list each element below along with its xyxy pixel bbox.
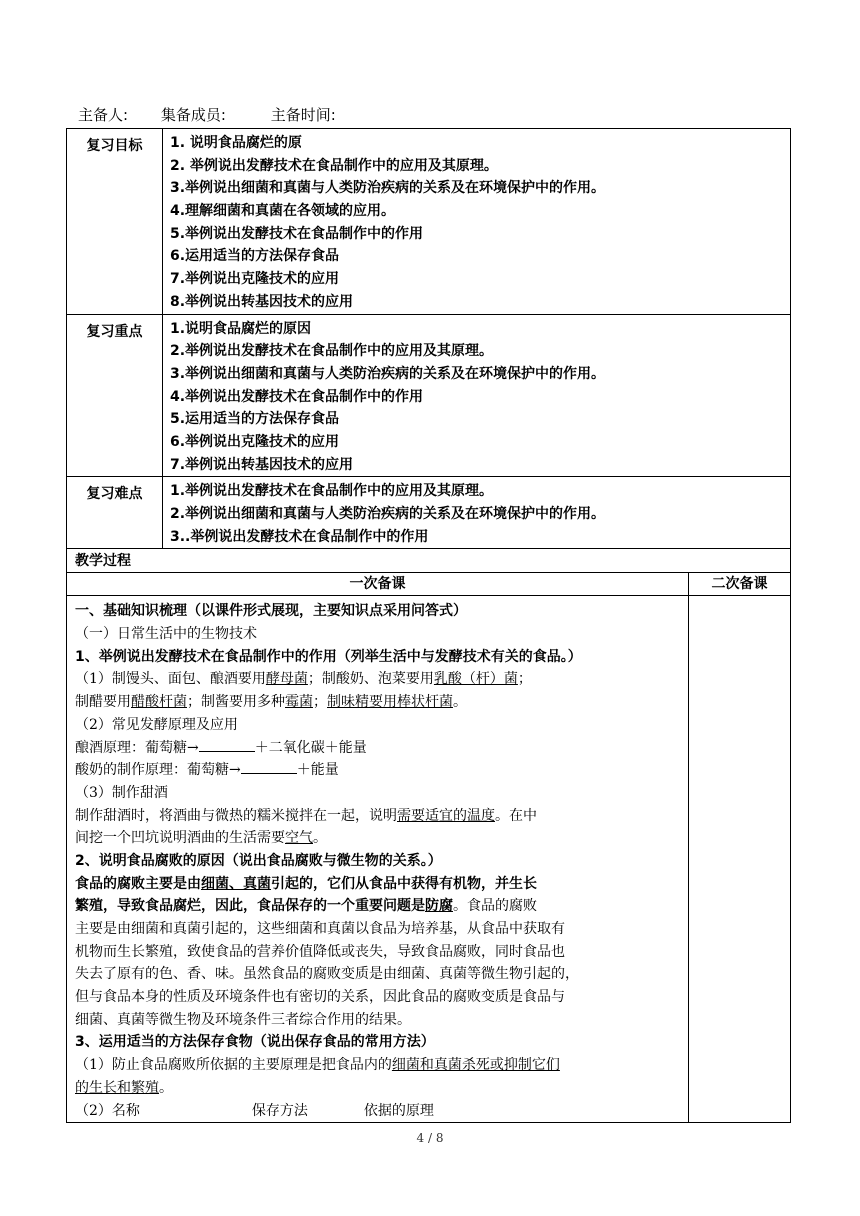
text-span: 。在中: [495, 807, 537, 824]
text-span: ；: [517, 671, 532, 688]
answer-mold: 霉菌: [285, 694, 313, 711]
key-point-item: 3.举例说出细菌和真菌与人类防治疾病的关系及在环境保护中的作用。: [170, 365, 606, 382]
key-point-item: 1.说明食品腐烂的原因: [170, 320, 312, 337]
answer-corynebacterium: 制味精要用棒状杆菌: [327, 694, 453, 711]
key-point-item: 2.举例说出发酵技术在食品制作中的应用及其原理。: [170, 343, 494, 360]
text-span: ；制酸奶、泡菜要用: [307, 671, 434, 688]
goals-label: 复习目标: [67, 129, 163, 315]
lesson-plan-table: [66, 128, 791, 1123]
key-point-item: 5.运用适当的方法保存食品: [170, 411, 340, 428]
answer-preservation: 防腐: [425, 898, 453, 915]
difficulty-item: 3..举例说出发酵技术在食品制作中的作用: [170, 528, 429, 545]
goal-item: 2. 举例说出发酵技术在食品制作中的应用及其原理。: [170, 157, 498, 174]
key-point-item: 7.举例说出转基因技术的应用: [170, 456, 354, 473]
text-span: 。食品的腐败: [453, 898, 537, 915]
text-span: ＋能量: [296, 762, 339, 779]
goal-item: 1. 说明食品腐烂的原: [170, 135, 302, 151]
text-line: 主要是由细菌和真菌引起的，这些细菌和真菌以食品为培养基，从食品中获取有: [75, 921, 565, 937]
text-line: 机物而生长繁殖，致使食品的营养价值降低或丧失，导致食品腐败，同时食品也: [75, 943, 565, 960]
answer-growth: 的生长和繁殖: [75, 1079, 159, 1096]
text-span: 酿酒原理：葡萄糖→: [75, 739, 199, 756]
text-line: 细菌、真菌等微生物及环境条件三者综合作用的结果。: [75, 1011, 411, 1028]
key-point-item: 6.举例说出克隆技术的应用: [170, 433, 340, 450]
text-span: （1）制馒头、面包、酿酒要用: [75, 671, 266, 688]
text-span: 食品的腐败主要是由: [75, 875, 201, 892]
text-span: 酸奶的制作原理：葡萄糖→: [75, 762, 241, 779]
goal-item: 6.运用适当的方法保存食品: [170, 248, 340, 265]
text-line: （2）常见发酵原理及应用: [75, 716, 238, 733]
text-span: （1）防止食品腐败所依据的主要原理是把食品内的: [75, 1057, 392, 1074]
difficulties-list: [163, 477, 791, 549]
text-span: 引起的，它们从食品中获得有机物，并生长: [271, 875, 537, 892]
text-span: 。: [453, 694, 467, 711]
answer-temperature: 需要适宜的温度: [397, 807, 495, 824]
text-span: 保存方法: [251, 1102, 308, 1119]
answer-lactobacillus: 乳酸（杆）菌: [433, 671, 518, 688]
key-point-item: 4.举例说出发酵技术在食品制作中的作用: [170, 388, 424, 405]
section-note: （以课件形式展现，主要知识点采用问答式）: [187, 603, 467, 620]
members-label: 集备成员:: [160, 106, 226, 124]
text-span: ；: [313, 694, 327, 711]
difficulties-label: 复习难点: [67, 477, 163, 549]
difficulty-item: 2.举例说出细菌和真菌与人类防治疾病的关系及在环境保护中的作用。: [170, 506, 606, 522]
text-line: （3）制作甜酒: [75, 784, 168, 801]
text-span: 依据的原理: [363, 1102, 434, 1119]
document-header: [78, 104, 336, 125]
goal-item: 4.理解细菌和真菌在各领域的应用。: [170, 203, 396, 220]
section-title: 一、基础知识梳理: [75, 603, 187, 620]
first-prep-header: 一次备课: [67, 573, 689, 596]
subsection-title: （一）日常生活中的生物技术: [75, 626, 257, 643]
text-line: 失去了原有的色、香、味。虽然食品的腐败变质是由细菌、真菌等微生物引起的，: [75, 966, 579, 983]
goals-list: [163, 129, 791, 315]
text-span: 。: [313, 830, 327, 847]
text-span: ＋二氧化碳＋能量: [254, 739, 367, 756]
text-span: 制作甜酒时，将酒曲与微热的糯米搅拌在一起，说明: [75, 807, 397, 824]
second-prep-content: [689, 596, 791, 1123]
teaching-process-title: 教学过程: [67, 549, 791, 573]
goal-item: 7.举例说出克隆技术的应用: [170, 271, 340, 288]
text-span: 制醋要用: [75, 694, 131, 711]
answer-air: 空气: [285, 830, 313, 847]
goal-item: 5.举例说出发酵技术在食品制作中的作用: [170, 225, 424, 242]
fill-blank: [199, 737, 255, 752]
page-number: 4 / 8: [416, 1131, 444, 1145]
answer-kill-microbes: 细菌和真菌杀死或抑制它们: [391, 1057, 560, 1074]
question-2: 2、说明食品腐败的原因（说出食品腐败与微生物的关系。）: [75, 852, 442, 869]
difficulty-item: 1.举例说出发酵技术在食品制作中的应用及其原理。: [170, 483, 494, 500]
question-3: 3、运用适当的方法保存食物（说出保存食品的常用方法）: [75, 1034, 435, 1051]
goal-item: 8.举例说出转基因技术的应用: [170, 293, 354, 310]
first-prep-content: [67, 596, 689, 1123]
text-span: ；制酱要用多种: [187, 694, 285, 711]
second-prep-header: 二次备课: [689, 573, 791, 596]
answer-yeast: 酵母菌: [265, 671, 308, 688]
text-span: 繁殖，导致食品腐烂，因此，食品保存的一个重要问题是: [75, 898, 425, 915]
text-span: （2）名称: [75, 1102, 140, 1119]
key-points-list: [163, 314, 791, 477]
key-points-label: 复习重点: [67, 314, 163, 477]
fill-blank: [241, 759, 297, 774]
answer-acetobacter: 醋酸杆菌: [131, 694, 187, 711]
text-span: 。: [159, 1079, 173, 1096]
goal-item: 3.举例说出细菌和真菌与人类防治疾病的关系及在环境保护中的作用。: [170, 180, 606, 197]
text-span: 间挖一个凹坑说明酒曲的生活需要: [75, 830, 285, 847]
host-label: 主备人:: [78, 106, 129, 124]
answer-bacteria-fungi: 细菌、真菌: [201, 875, 271, 892]
text-line: 但与食品本身的性质及环境条件也有密切的关系，因此食品的腐败变质是食品与: [75, 989, 565, 1006]
question-1: 1、举例说出发酵技术在食品制作中的作用（列举生活中与发酵技术有关的食品。）: [75, 648, 582, 665]
time-label: 主备时间:: [270, 106, 336, 124]
